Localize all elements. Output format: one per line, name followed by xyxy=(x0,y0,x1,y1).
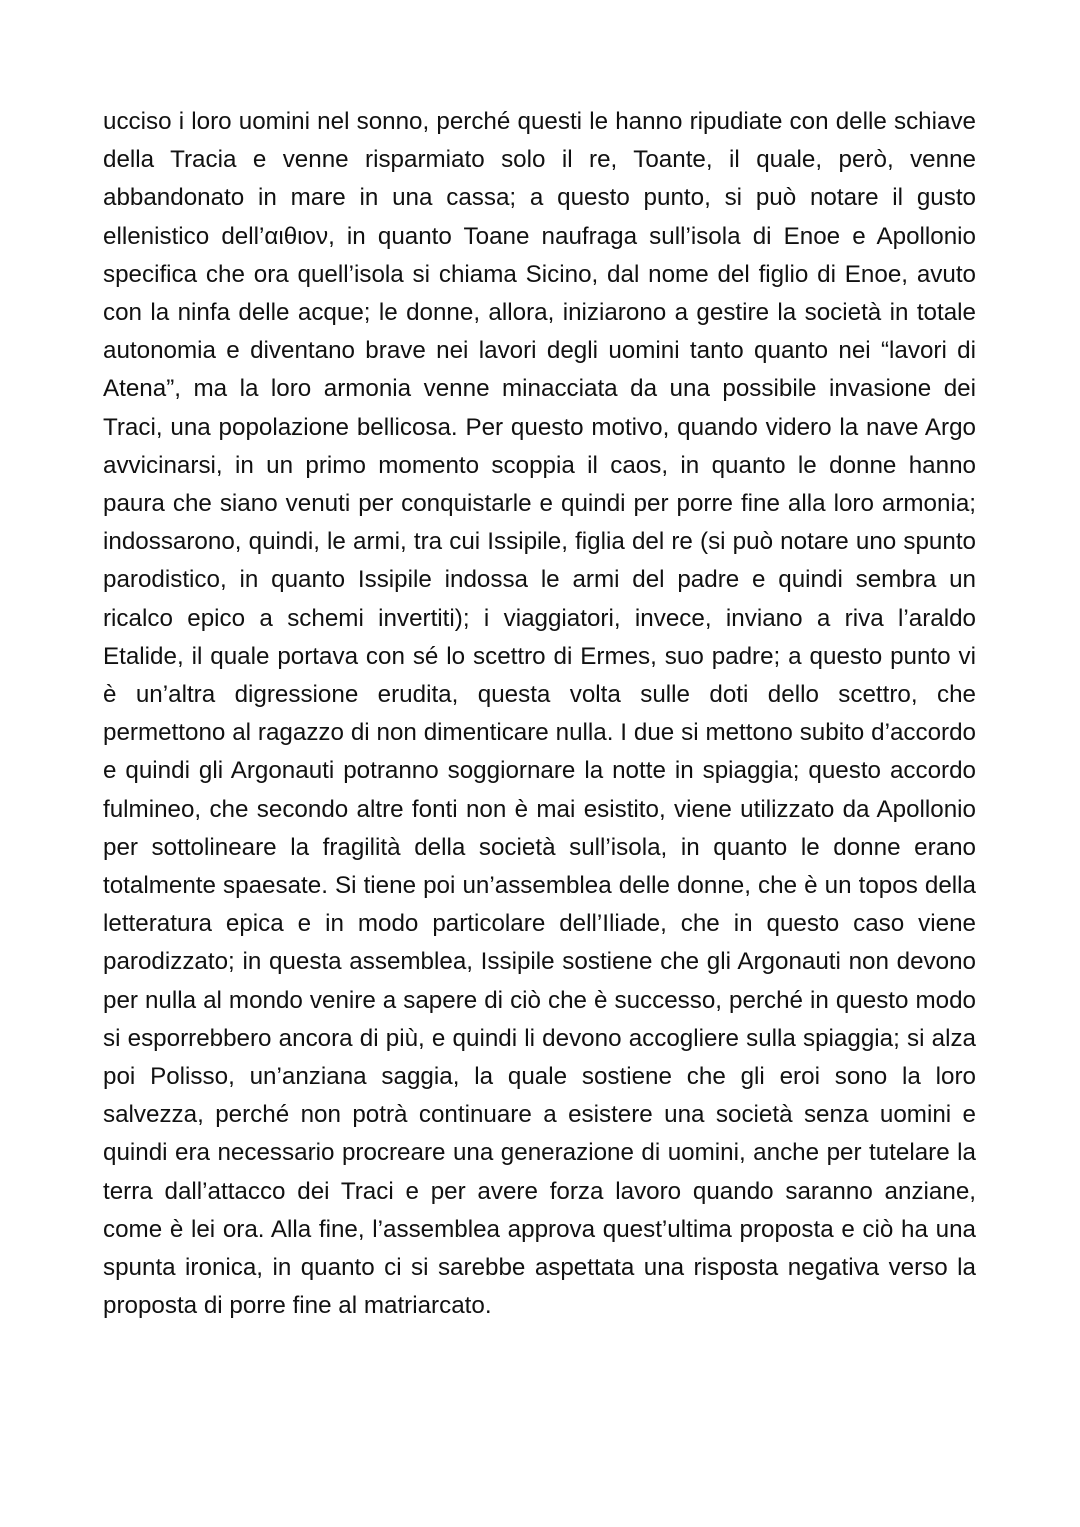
body-paragraph: ucciso i loro uomini nel sonno, perché questi le hanno ripudiate con delle schiave della Tracia e venne risparmiato solo il re, Toante, il quale, però, venne abbandonato in mare in una cassa; a questo punto, si può notare il gusto ellenistico dell’αιθιον, in quanto Toane naufraga sull’isola di Enoe e Apollonio specifica che ora quell’isola si chiama Sicino, dal nome del figlio di Enoe, avuto con la ninfa delle acque; le donne, allora, iniziarono a gestire la società in totale autonomia e diventano brave nei lavori degli uomini tanto quanto nei “lavori di Atena”, ma la loro armonia venne minacciata da una possibile invasione dei Traci, una popolazione bellicosa. Per questo motivo, quando videro la nave Argo avvicinarsi, in un primo momento scoppia il caos, in quanto le donne hanno paura che siano venuti per conquistarle e quindi per porre fine alla loro armonia; indossarono, quindi, le armi, tra cui Issipile, figlia del re (si può notare uno spunto parodistico, in quanto Issipile indossa le armi del padre e quindi sembra un ricalco epico a schemi invertiti); i viaggiatori, invece, inviano a riva l’araldo Etalide, il quale portava con sé lo scettro di Ermes, suo padre; a questo punto vi è un’altra digressione erudita, questa volta sulle doti dello scettro, che permettono al ragazzo di non dimenticare nulla. I due si mettono subito d’accordo e quindi gli Argonauti potranno soggiornare la notte in spiaggia; questo accordo fulmineo, che secondo altre fonti non è mai esistito, viene utilizzato da Apollonio per sottolineare la fragilità della società sull’isola, in quanto le donne erano totalmente spaesate. Si tiene poi un’assemblea delle donne, che è un topos della letteratura epica e in modo particolare dell’Iliade, che in questo caso viene parodizzato; in questa assemblea, Issipile sostiene che gli Argonauti non devono per nulla al mondo venire a sapere di ciò che è successo, perché in questo modo si esporrebbero ancora di più, e quindi li devono accogliere sulla spiaggia; si alza poi Polisso, un’anziana saggia, la quale sostiene che gli eroi sono la loro salvezza, perché non potrà continuare a esistere una società senza uomini e quindi era necessario procreare una generazione di uomini, anche per tutelare la terra dall’attacco dei Traci e per avere forza lavoro quando saranno anziane, come è lei ora. Alla fine, l’assemblea approva quest’ultima proposta e ciò ha una spunta ironica, in quanto ci si sarebbe aspettata una risposta negativa verso la proposta di porre fine al matriarcato. xyxy=(103,108,976,1320)
